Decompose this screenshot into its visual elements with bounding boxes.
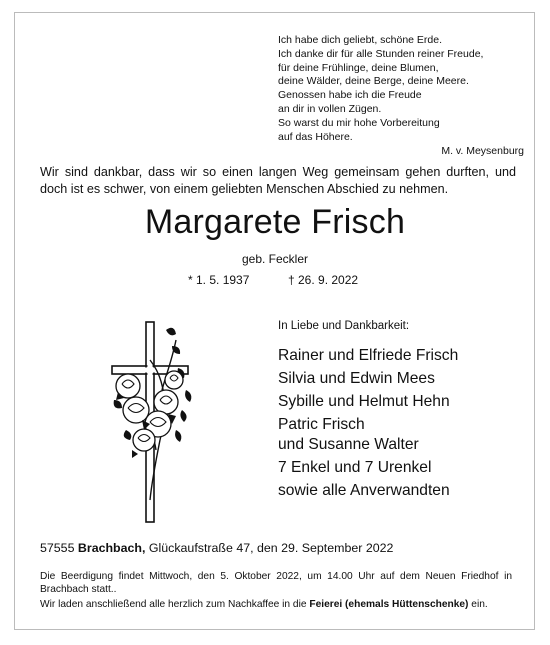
zip-code: 57555 — [40, 541, 75, 555]
mourner-line: 7 Enkel und 7 Urenkel — [278, 459, 432, 477]
mourner-line: Silvia und Edwin Mees — [278, 369, 435, 387]
poem-line: Ich habe dich geliebt, schöne Erde. — [278, 34, 443, 46]
deceased-name: Margarete Frisch — [144, 203, 406, 241]
poem — [278, 34, 523, 144]
poem-line: auf das Höhere. — [278, 130, 353, 143]
invite-end: ein. — [468, 599, 488, 610]
reception-invite — [40, 598, 520, 611]
funeral-info: Die Beerdigung findet Mittwoch, den 5. Oktober 2022, um 14.00 Uhr auf dem Neuen Friedhof in Brachbach statt.. — [40, 571, 512, 596]
poem-author: M. v. Meysenburg — [441, 145, 524, 157]
poem-line: für deine Frühlinge, deine Blumen, — [278, 61, 439, 74]
mourner-line: Sybille und Helmut Hehn — [278, 392, 450, 410]
birth-date: * 1. 5. 1937 — [188, 273, 250, 287]
death-date: † 26. 9. 2022 — [288, 273, 359, 287]
cross-with-roses-icon — [106, 320, 206, 525]
poem-line: an dir in vollen Zügen. — [278, 102, 382, 115]
town-name: Brachbach, — [77, 541, 146, 555]
invite-text: Wir laden anschließend alle herzlich zum Nachkaffee in die — [40, 599, 310, 610]
intro-text: Wir sind dankbar, dass wir so einen langen Weg gemeinsam gehen durften, und doch ist es schwer, von einem geliebten Menschen Abschied zu nehmen. — [40, 165, 516, 196]
mourner-line: und Susanne Walter — [278, 436, 419, 454]
address-and-date: Glückaufstraße 47, den 29. September 2022 — [148, 541, 394, 555]
thanks-heading: In Liebe und Dankbarkeit: — [278, 320, 410, 332]
venue-name: Feierei (ehemals Hüttenschenke) — [309, 599, 469, 610]
birth-name: geb. Feckler — [241, 252, 309, 266]
mourner-line: Patric Frisch — [278, 415, 365, 433]
poem-line: So warst du mir hohe Vorbereitung — [278, 116, 440, 129]
poem-line: Ich danke dir für alle Stunden reiner Freude, — [278, 47, 484, 60]
mourner-line: Rainer und Elfriede Frisch — [278, 347, 459, 364]
poem-line: deine Wälder, deine Berge, deine Meere. — [278, 75, 469, 88]
poem-line: Genossen habe ich die Freude — [278, 89, 422, 102]
mourner-line: sowie alle Anverwandten — [278, 481, 450, 499]
place-and-date — [40, 541, 393, 555]
mourners-list — [278, 346, 458, 501]
